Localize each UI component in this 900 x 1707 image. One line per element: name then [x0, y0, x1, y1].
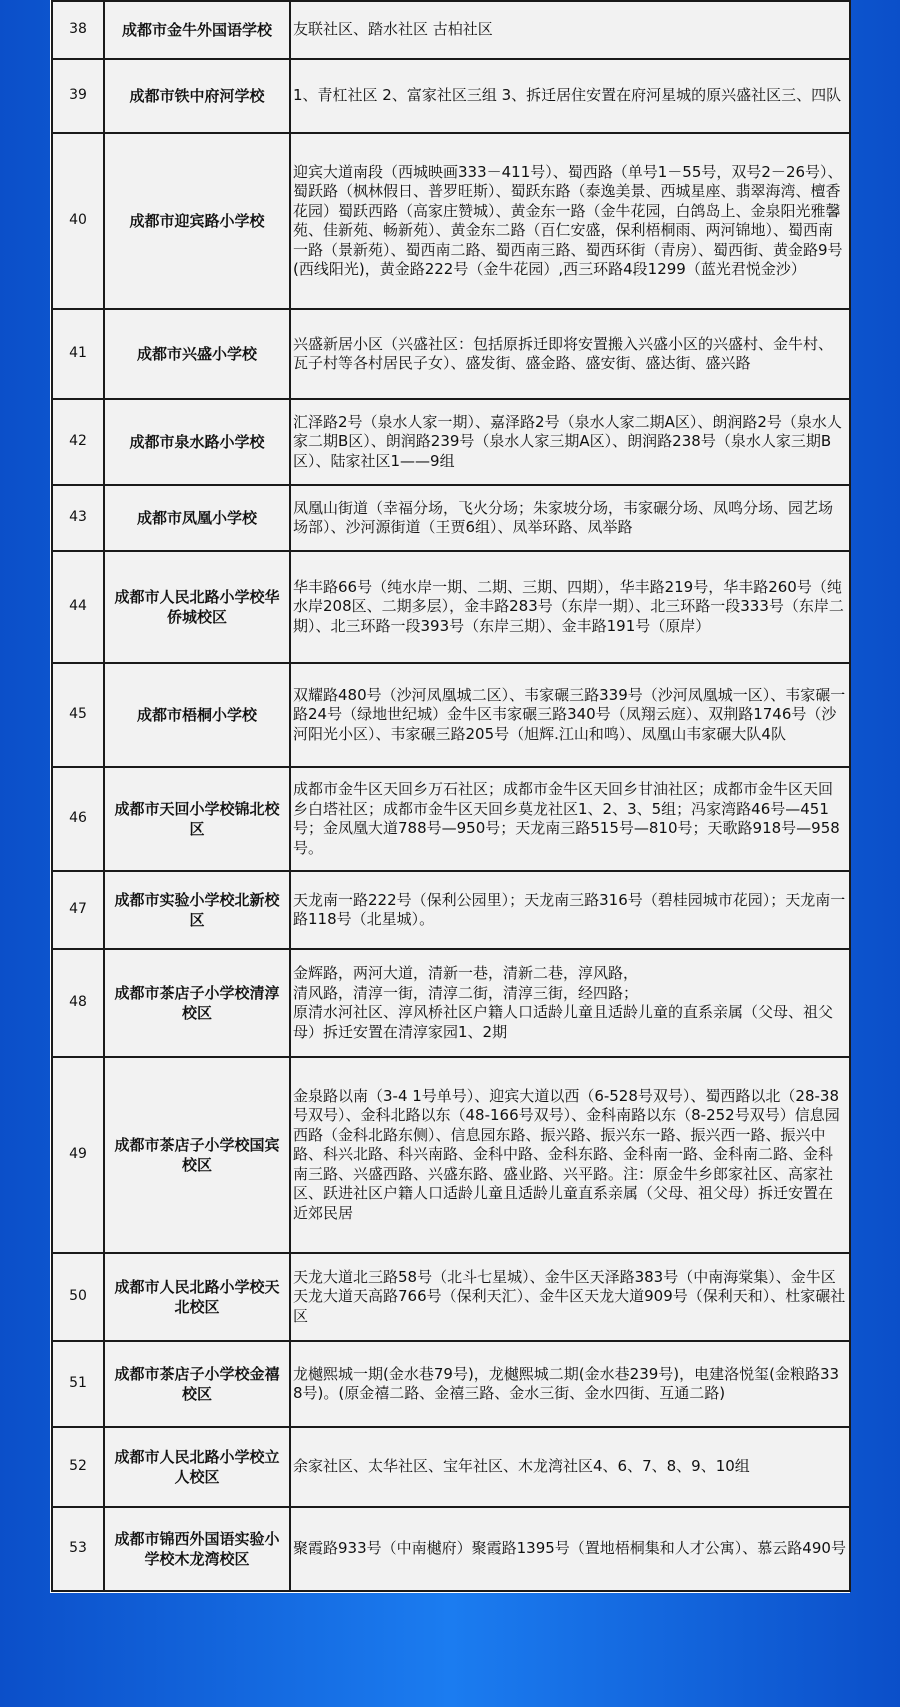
school-name: 成都市凤凰小学校 — [104, 485, 290, 551]
school-name: 成都市茶店子小学校清淳校区 — [104, 949, 290, 1057]
school-name: 成都市天回小学校锦北校区 — [104, 767, 290, 871]
table-row — [52, 1253, 850, 1341]
row-number: 46 — [52, 767, 104, 871]
school-name: 成都市锦西外国语实验小学校木龙湾校区 — [104, 1507, 290, 1591]
row-number: 52 — [52, 1427, 104, 1507]
row-number: 41 — [52, 309, 104, 399]
row-number: 39 — [52, 59, 104, 133]
school-name: 成都市泉水路小学校 — [104, 399, 290, 485]
table-row — [52, 309, 850, 399]
row-number: 47 — [52, 871, 104, 949]
row-number: 50 — [52, 1253, 104, 1341]
enrollment-area: 1、青杠社区 2、富家社区三组 3、拆迁居住安置在府河星城的原兴盛社区三、四队 — [290, 59, 850, 133]
school-name: 成都市梧桐小学校 — [104, 663, 290, 767]
enrollment-area: 金辉路，两河大道，清新一巷，清新二巷，淳风路， 清风路，清淳一街，清淳二街，清淳三街，经四路； 原清水河社区、淳风桥社区户籍人口适龄儿童且适龄儿童的直系亲属（父母、祖父母）拆迁安置在清淳家园1、2期 — [290, 949, 850, 1057]
table-row — [52, 59, 850, 133]
enrollment-area: 天龙南一路222号（保利公园里）；天龙南三路316号（碧桂园城市花园）；天龙南一路118号（北星城）。 — [290, 871, 850, 949]
table-row — [52, 551, 850, 663]
row-number: 42 — [52, 399, 104, 485]
enrollment-area: 金泉路以南（3-4 1号单号）、迎宾大道以西（6-528号双号）、蜀西路以北（28-38号双号）、金科北路以东（48-166号双号）、金科南路以东（8-252号双号）信息园西路（金科北路东侧）、信息园东路、振兴路、振兴东一路、振兴西一路、振兴中路、科兴北路、科兴南路、金科中路、金科东路、金科南一路、金科南二路、金科南三路、兴盛西路、兴盛东路、盛业路、兴平路。注：原金牛乡郎家社区、高家社区、跃进社区户籍人口适龄儿童且适龄儿童直系亲属（父母、祖父母）拆迁安置在近郊民居 — [290, 1057, 850, 1253]
table-row — [52, 663, 850, 767]
enrollment-area: 华丰路66号（纯水岸一期、二期、三期、四期），华丰路219号，华丰路260号（纯水岸208区、二期多层），金丰路283号（东岸一期）、北三环路一段333号（东岸二期）、北三环路一段393号（东岸三期）、金丰路191号（原岸） — [290, 551, 850, 663]
table-row — [52, 1, 850, 59]
enrollment-area: 聚霞路933号（中南樾府）聚霞路1395号（置地梧桐集和人才公寓）、慕云路490号 — [290, 1507, 850, 1591]
enrollment-area: 迎宾大道南段（西城映画333－411号）、蜀西路（单号1－55号，双号2－26号）、蜀跃路（枫林假日、普罗旺斯）、蜀跃东路（泰逸美景、西城星座、翡翠海湾、檀香花园）蜀跃西路（高家庄赞城）、黄金东一路（金牛花园，白鸽岛上、金泉阳光雅馨苑、佳新苑、畅新苑）、黄金东二路（百仁安盛，保利梧桐雨、两河锦地）、蜀西南一路（景新苑）、蜀西南二路、蜀西南三路、蜀西环街（青房）、蜀西街、黄金路9号(西线阳光)，黄金路222号（金牛花园）,西三环路4段1299（蓝光君悦金沙） — [290, 133, 850, 309]
table-row — [52, 1341, 850, 1427]
enrollment-area: 兴盛新居小区（兴盛社区：包括原拆迁即将安置搬入兴盛小区的兴盛村、金牛村、瓦子村等各村居民子女）、盛发街、盛金路、盛安街、盛达街、盛兴路 — [290, 309, 850, 399]
school-name: 成都市迎宾路小学校 — [104, 133, 290, 309]
table-row — [52, 767, 850, 871]
enrollment-area: 汇泽路2号（泉水人家一期）、嘉泽路2号（泉水人家二期A区）、朗润路2号（泉水人家二期B区）、朗润路239号（泉水人家三期A区）、朗润路238号（泉水人家三期B区）、陆家社区1——9组 — [290, 399, 850, 485]
enrollment-area: 成都市金牛区天回乡万石社区；成都市金牛区天回乡甘油社区；成都市金牛区天回乡白塔社区；成都市金牛区天回乡莫龙社区1、2、3、5组；冯家湾路46号—451号；金凤凰大道788号—950号；天龙南三路515号—810号；天歌路918号—958号。 — [290, 767, 850, 871]
row-number: 53 — [52, 1507, 104, 1591]
table-row — [52, 133, 850, 309]
school-name: 成都市金牛外国语学校 — [104, 1, 290, 59]
row-number: 49 — [52, 1057, 104, 1253]
row-number: 48 — [52, 949, 104, 1057]
school-name: 成都市实验小学校北新校区 — [104, 871, 290, 949]
row-number: 43 — [52, 485, 104, 551]
enrollment-area: 余家社区、太华社区、宝年社区、木龙湾社区4、6、7、8、9、10组 — [290, 1427, 850, 1507]
enrollment-area: 天龙大道北三路58号（北斗七星城）、金牛区天泽路383号（中南海棠集）、金牛区天龙大道天高路766号（保利天汇）、金牛区天龙大道909号（保利天和）、杜家碾社区 — [290, 1253, 850, 1341]
enrollment-area: 龙樾熙城一期(金水巷79号)，龙樾熙城二期(金水巷239号)，电建洛悦玺(金粮路338号)。(原金禧二路、金禧三路、金水三街、金水四街、互通二路) — [290, 1341, 850, 1427]
school-name: 成都市人民北路小学校天北校区 — [104, 1253, 290, 1341]
enrollment-area: 友联社区、踏水社区 古柏社区 — [290, 1, 850, 59]
enrollment-area: 凤凰山街道（幸福分场，飞火分场；朱家坡分场，韦家碾分场、凤鸣分场、园艺场场部）、沙河源街道（王贾6组）、凤举环路、凤举路 — [290, 485, 850, 551]
row-number: 38 — [52, 1, 104, 59]
row-number: 40 — [52, 133, 104, 309]
table-row — [52, 1507, 850, 1591]
table-row — [52, 399, 850, 485]
table-row — [52, 949, 850, 1057]
row-number: 44 — [52, 551, 104, 663]
school-name: 成都市茶店子小学校金禧校区 — [104, 1341, 290, 1427]
school-name: 成都市茶店子小学校国宾校区 — [104, 1057, 290, 1253]
school-name: 成都市兴盛小学校 — [104, 309, 290, 399]
row-number: 45 — [52, 663, 104, 767]
school-name: 成都市人民北路小学校立人校区 — [104, 1427, 290, 1507]
table-row — [52, 485, 850, 551]
table-row — [52, 1057, 850, 1253]
school-district-table — [51, 0, 851, 1592]
school-district-table-container — [50, 0, 850, 1593]
table-row — [52, 1427, 850, 1507]
school-name: 成都市铁中府河学校 — [104, 59, 290, 133]
table-row — [52, 871, 850, 949]
school-name: 成都市人民北路小学校华侨城校区 — [104, 551, 290, 663]
enrollment-area: 双耀路480号（沙河凤凰城二区）、韦家碾三路339号（沙河凤凰城一区）、韦家碾一路24号（绿地世纪城）金牛区韦家碾三路340号（凤翔云庭）、双荆路1746号（沙河阳光小区）、韦家碾三路205号（旭辉.江山和鸣）、凤凰山韦家碾大队4队 — [290, 663, 850, 767]
row-number: 51 — [52, 1341, 104, 1427]
